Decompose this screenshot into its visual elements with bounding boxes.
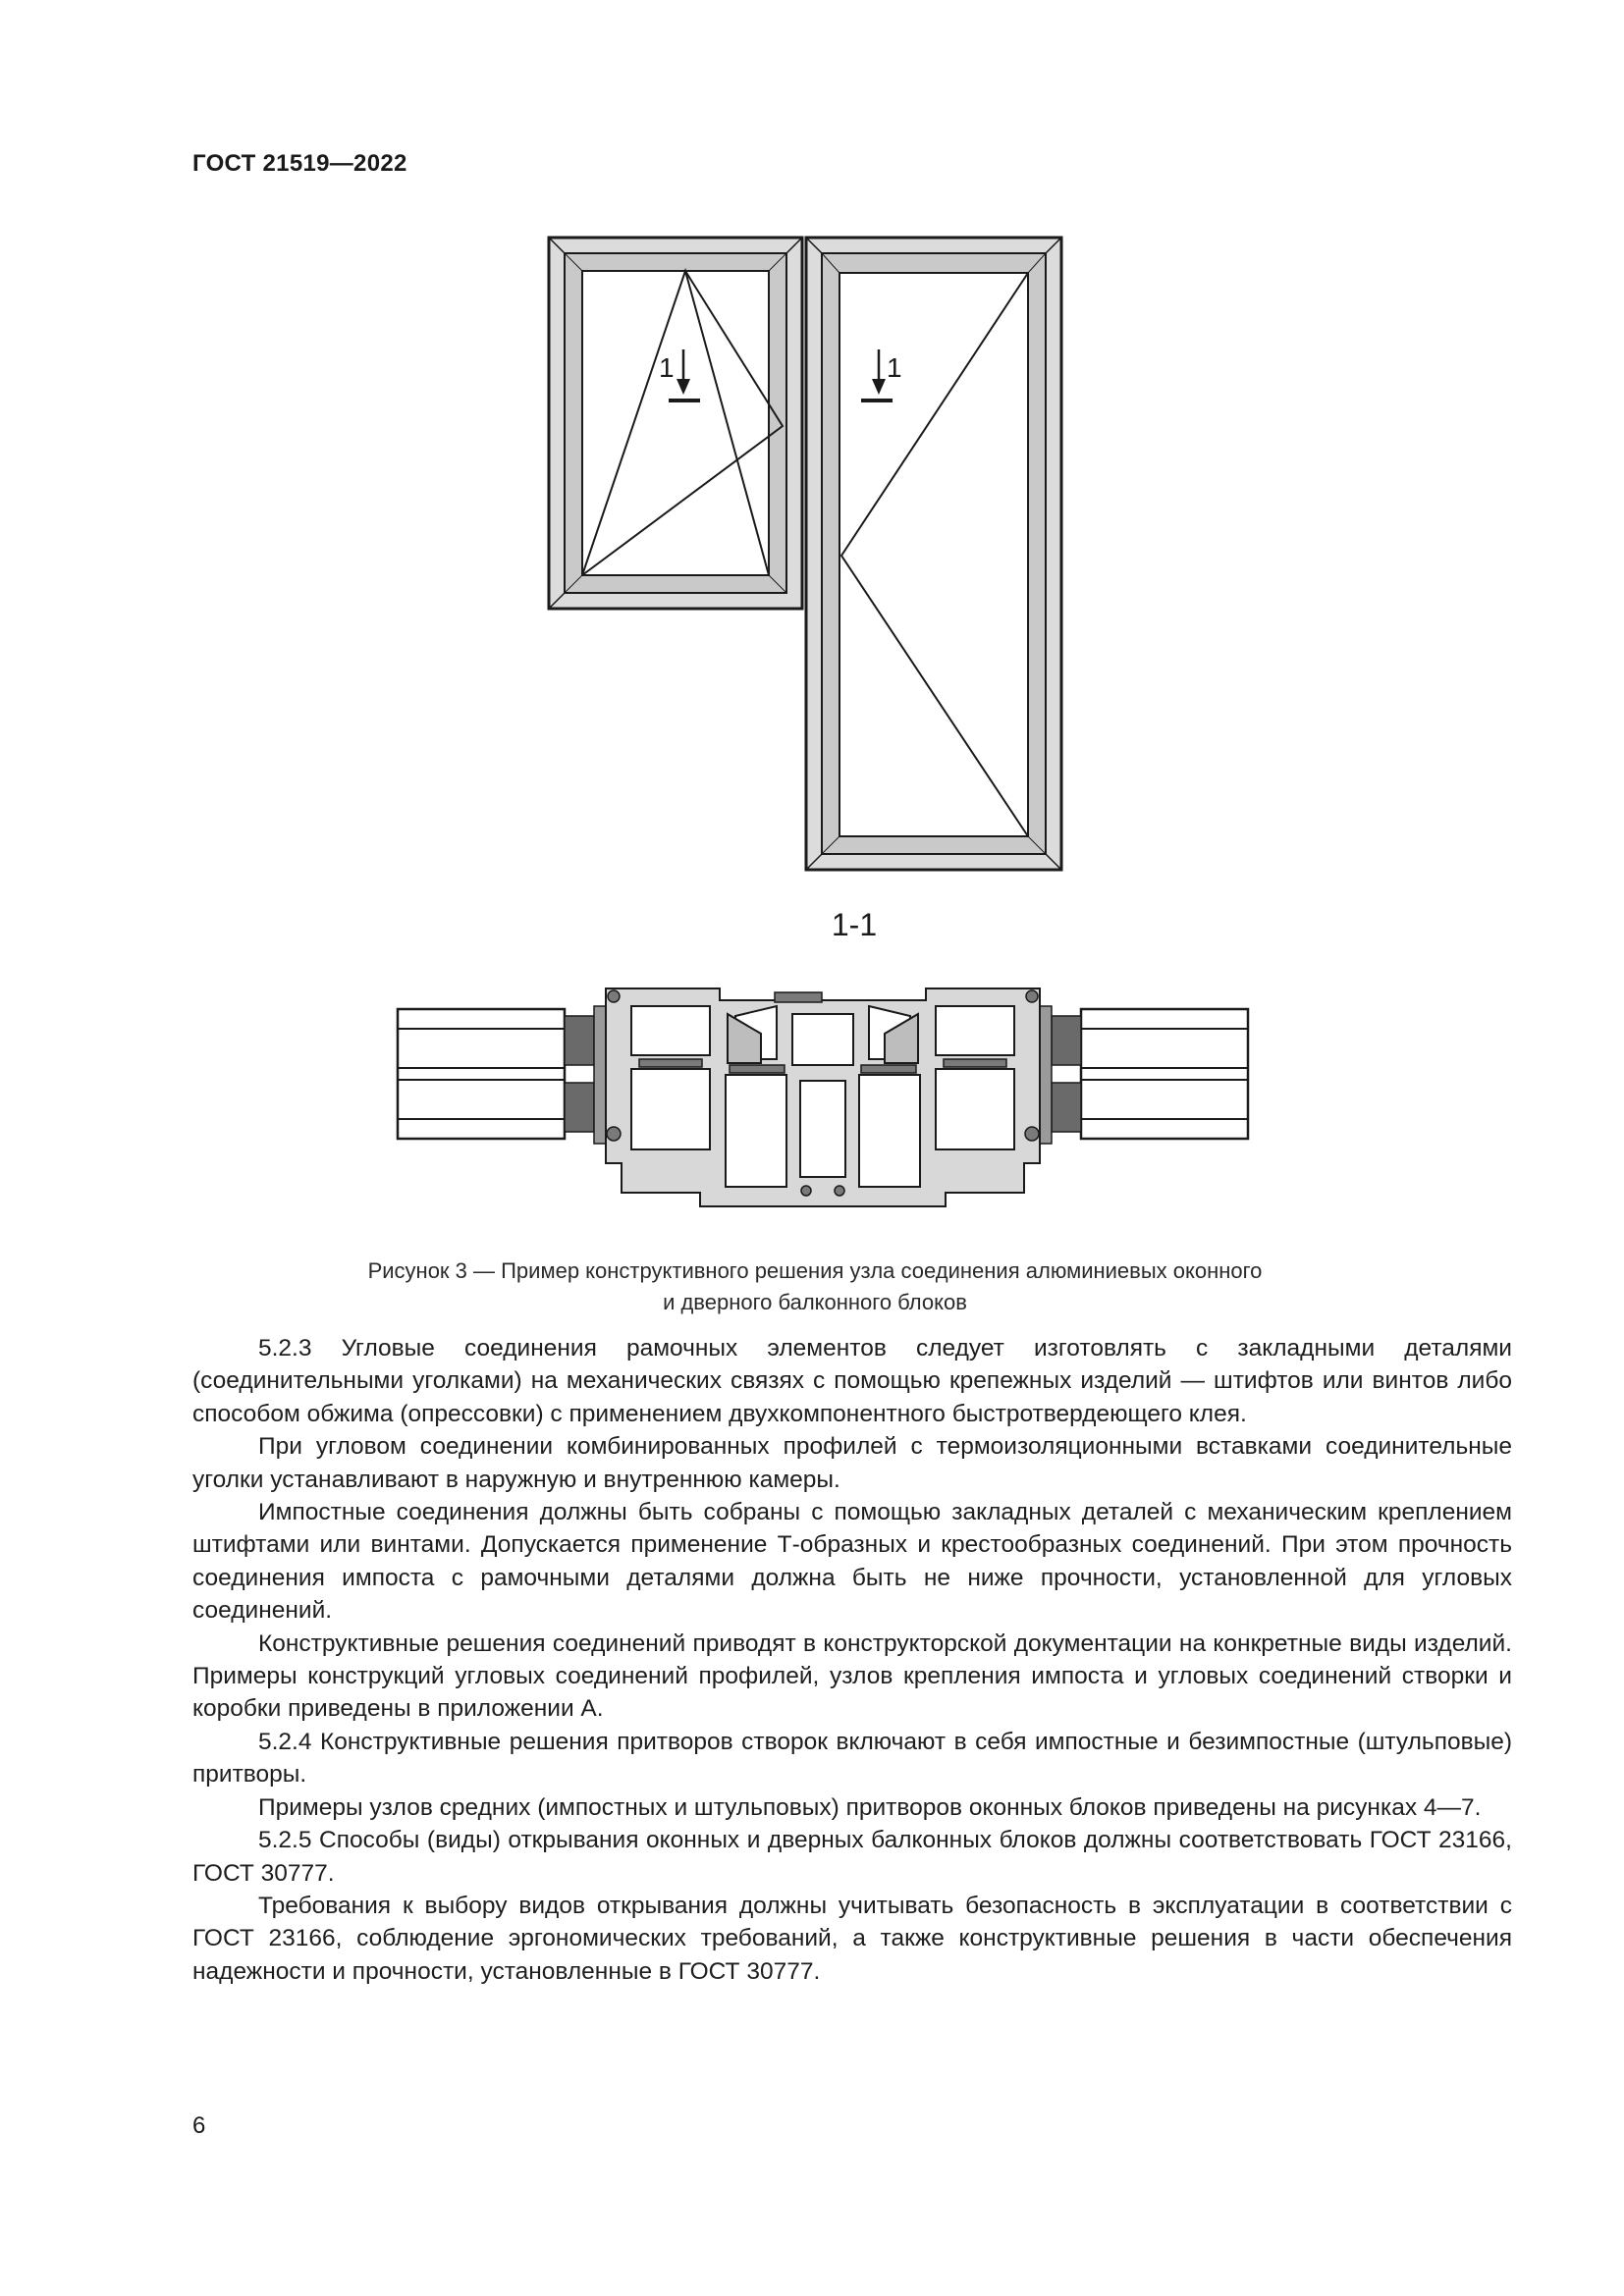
figure-caption — [275, 1255, 1355, 1318]
profile-cross-section-drawing — [396, 967, 1250, 1222]
right-glazing-unit — [1081, 1009, 1248, 1139]
paragraph: 5.2.5 Способы (виды) открывания оконных и дверных балконных блоков должны соответствовать ГОСТ 23166, ГОСТ 30777. — [192, 1827, 1512, 1887]
paragraph: Конструктивные решения соединений приводят в конструкторской документации на конкретные виды изделий. Примеры конструкций угловых соединений профилей, узлов крепления импоста и угловых соединений створки и коробки приведены в приложении А. — [192, 1629, 1512, 1723]
paragraph: 5.2.4 Конструктивные решения притворов створок включают в себя импостные и безимпостные (штульповые) притворы. — [192, 1728, 1512, 1789]
aluminium-profiles — [606, 988, 1040, 1206]
balcony-door-frame — [806, 238, 1061, 870]
paragraph: Требования к выбору видов открывания должны учитывать безопасность в эксплуатации в соответствии с ГОСТ 23166, соблюдение эргономических требований, а также конструктивные решения в части обеспечения надежности и прочности, установленные в ГОСТ 30777. — [192, 1892, 1512, 1985]
paragraph: Импостные соединения должны быть собраны с помощью закладных деталей с механическим креплением штифтами или винтами. Допускается применение Т-образных и крестообразных соединений. При этом прочность соединения импоста с рамочными деталями должна быть не ниже прочности, установленной для угловых соединений. — [192, 1499, 1512, 1625]
document-id: ГОСТ 21519—2022 — [192, 150, 407, 177]
caption-line-1: Рисунок 3 — Пример конструктивного решения узла соединения алюминиевых оконного — [367, 1258, 1263, 1283]
section-label: 1-1 — [831, 907, 878, 942]
window-door-elevation-drawing — [545, 232, 1075, 880]
body-text — [192, 1332, 1512, 1988]
section-marker-label: 1 — [659, 352, 675, 383]
paragraph: 5.2.3 Угловые соединения рамочных элементов следует изготовлять с закладными деталями (соединительными уголками) на механических связях с помощью крепежных изделий — штифтов или винтов либо способом обжима (опрессовки) с применением двухкомпонентного быстротвердеющего клея. — [192, 1335, 1512, 1427]
paragraph: Примеры узлов средних (импостных и штульповых) притворов оконных блоков приведены на рисунках 4—7. — [258, 1793, 1482, 1821]
window-frame — [549, 238, 802, 609]
paragraph: При угловом соединении комбинированных профилей с термоизоляционными вставками соединительные уголки устанавливают в наружную и внутреннюю камеры. — [192, 1433, 1512, 1493]
caption-line-2: и дверного балконного блоков — [663, 1290, 967, 1314]
page-number: 6 — [192, 2112, 206, 2139]
left-glazing-unit — [398, 1009, 565, 1139]
section-marker-label: 1 — [887, 352, 902, 383]
